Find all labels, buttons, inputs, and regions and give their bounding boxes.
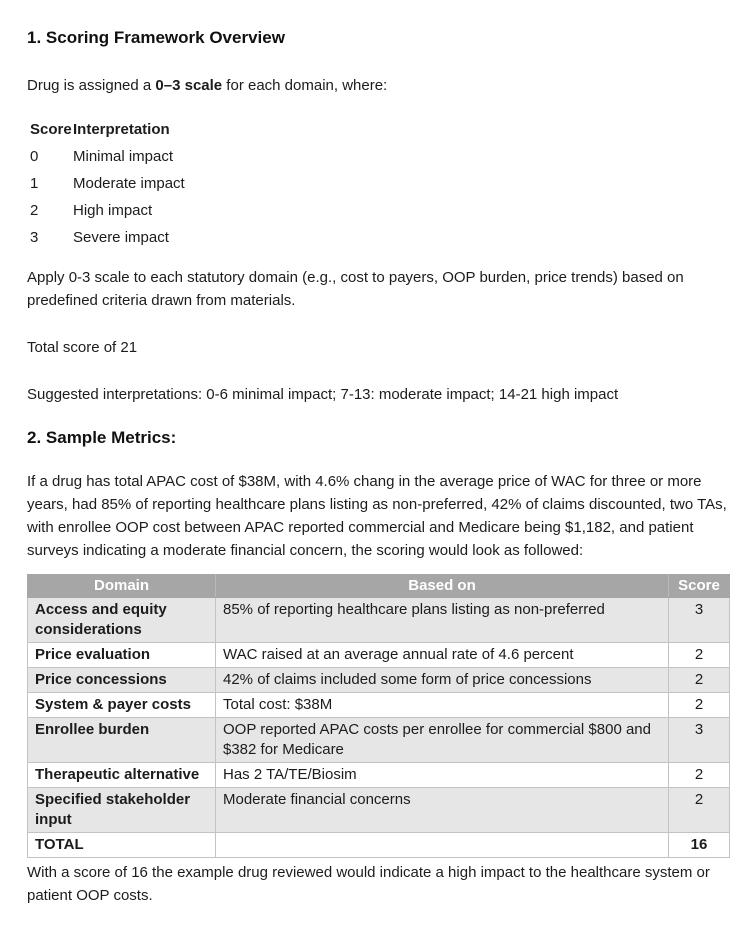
metrics-row-total: [28, 833, 730, 858]
score-cell: 16: [669, 833, 730, 858]
scale-table: [27, 121, 185, 256]
intro-prefix: Drug is assigned a: [27, 77, 156, 94]
based-on-cell: 85% of reporting healthcare plans listing as non-preferred: [216, 598, 669, 643]
domain-cell: System & payer costs: [28, 693, 216, 718]
score-cell: 2: [669, 668, 730, 693]
intro-suffix: for each domain, where:: [222, 77, 388, 94]
score-cell: 3: [669, 598, 730, 643]
metrics-header-score: Score: [669, 575, 730, 598]
section2-intro: If a drug has total APAC cost of $38M, with 4.6% chang in the average price of WAC for three or more years, had 85% of reporting healthcare plans listing as non-preferred, 42% of claims discounted, two TAs, with enrollee OOP cost between APAC reported commercial and Medicare being $1,182, and patient surveys indicating a moderate financial concern, the scoring would look as followed:: [27, 473, 727, 559]
based-on-cell: 42% of claims included some form of price concessions: [216, 668, 669, 693]
domain-cell: Specified stakeholder input: [28, 788, 216, 833]
scale-row-3: [27, 229, 185, 256]
metrics-header-based-on: Based on: [216, 575, 669, 598]
score-cell: 2: [669, 693, 730, 718]
metrics-row-access-equity: [28, 598, 730, 643]
score-cell: 2: [669, 788, 730, 833]
section1-heading: 1. Scoring Framework Overview: [27, 28, 285, 47]
metrics-row-price-evaluation: [28, 643, 730, 668]
score-cell: 3: [669, 718, 730, 763]
scale-interpretation: Severe impact: [73, 229, 169, 246]
total-score-line: Total score of 21: [27, 339, 138, 356]
scale-row-0: [27, 148, 185, 175]
domain-cell: Price concessions: [28, 668, 216, 693]
apply-paragraph: Apply 0-3 scale to each statutory domain (e.g., cost to payers, OOP burden, price trends) based on predefined criteria drawn from materials.: [27, 269, 684, 309]
metrics-row-price-concessions: [28, 668, 730, 693]
scale-value: 0: [30, 148, 39, 165]
scale-header-score: Score: [30, 121, 72, 138]
scale-interpretation: High impact: [73, 202, 153, 219]
scale-value: 1: [30, 175, 39, 192]
section2-heading: 2. Sample Metrics:: [27, 428, 177, 447]
score-cell: 2: [669, 643, 730, 668]
domain-cell: Access and equity considerations: [28, 598, 216, 643]
metrics-row-therapeutic-alternative: [28, 763, 730, 788]
based-on-cell: Has 2 TA/TE/Biosim: [216, 763, 669, 788]
metrics-row-enrollee-burden: [28, 718, 730, 763]
scale-header-interpretation: Interpretation: [73, 121, 170, 138]
metrics-row-system-payer-costs: [28, 693, 730, 718]
domain-cell: Therapeutic alternative: [28, 763, 216, 788]
based-on-cell: OOP reported APAC costs per enrollee for commercial $800 and $382 for Medicare: [216, 718, 669, 763]
interpretations-line: Suggested interpretations: 0-6 minimal impact; 7-13: moderate impact; 14-21 high impact: [27, 386, 619, 403]
scale-interpretation: Moderate impact: [73, 175, 185, 192]
domain-cell: Enrollee burden: [28, 718, 216, 763]
metrics-header-row: [28, 575, 730, 598]
metrics-row-stakeholder-input: [28, 788, 730, 833]
scale-row-2: [27, 202, 185, 229]
scale-header-row: [27, 121, 185, 148]
based-on-cell: Moderate financial concerns: [216, 788, 669, 833]
based-on-cell: [216, 833, 669, 858]
scale-interpretation: Minimal impact: [73, 148, 174, 165]
scale-row-1: [27, 175, 185, 202]
metrics-header-domain: Domain: [28, 575, 216, 598]
table-footnote: With a score of 16 the example drug reviewed would indicate a high impact to the healthcare system or patient OOP costs.: [27, 864, 710, 904]
intro-bold-scale: 0–3 scale: [155, 77, 223, 94]
domain-cell: TOTAL: [28, 833, 216, 858]
based-on-cell: Total cost: $38M: [216, 693, 669, 718]
scale-value: 3: [30, 229, 39, 246]
scale-value: 2: [30, 202, 39, 219]
domain-cell: Price evaluation: [28, 643, 216, 668]
metrics-table: [27, 574, 730, 858]
section1-intro: [27, 74, 729, 97]
score-cell: 2: [669, 763, 730, 788]
based-on-cell: WAC raised at an average annual rate of 4.6 percent: [216, 643, 669, 668]
